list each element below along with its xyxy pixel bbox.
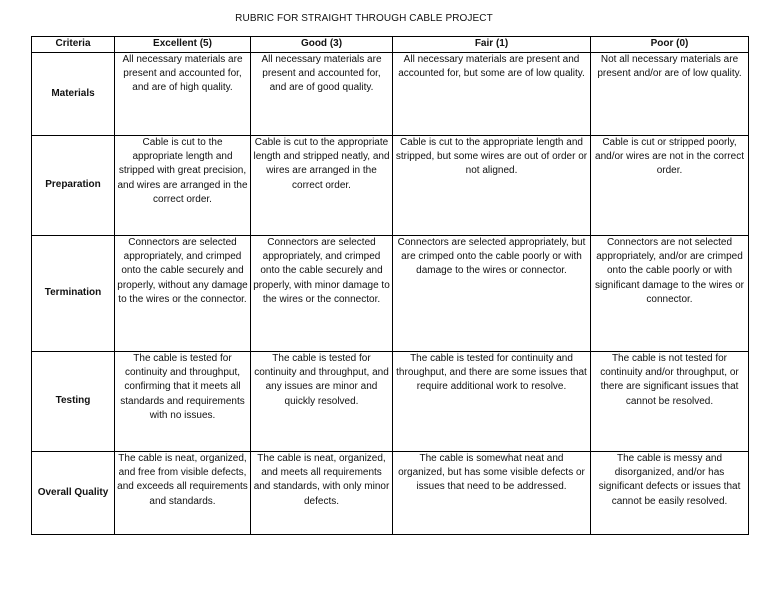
cell-excellent: Connectors are selected appropriately, and crimped onto the cable securely and properly, without any damage to the wires or the connector.	[115, 236, 251, 352]
cell-poor: Connectors are not selected appropriately, and/or are crimped onto the cable poorly or with significant damage to the wires or connector.	[591, 236, 749, 352]
header-good: Good (3)	[251, 37, 393, 53]
cell-poor: Not all necessary materials are present and/or are of low quality.	[591, 53, 749, 136]
document-title: RUBRIC FOR STRAIGHT THROUGH CABLE PROJECT	[235, 13, 493, 24]
table-row-materials	[32, 53, 749, 136]
cell-excellent: The cable is tested for continuity and throughput, confirming that it meets all standards and requirements with no issues.	[115, 352, 251, 452]
criterion-label: Testing	[32, 352, 115, 452]
header-fair: Fair (1)	[393, 37, 591, 53]
cell-excellent: Cable is cut to the appropriate length and stripped with great precision, and wires are arranged in the correct order.	[115, 136, 251, 236]
header-criteria: Criteria	[32, 37, 115, 53]
criterion-label: Materials	[32, 53, 115, 136]
cell-excellent: All necessary materials are present and accounted for, and are of high quality.	[115, 53, 251, 136]
table-row-testing	[32, 352, 749, 452]
cell-excellent: The cable is neat, organized, and free from visible defects, and exceeds all requirements and standards.	[115, 452, 251, 535]
table-row-preparation	[32, 136, 749, 236]
criterion-label: Termination	[32, 236, 115, 352]
table-row-overall-quality	[32, 452, 749, 535]
header-excellent: Excellent (5)	[115, 37, 251, 53]
cell-poor: The cable is messy and disorganized, and/or has significant defects or issues that cannot be easily resolved.	[591, 452, 749, 535]
cell-poor: The cable is not tested for continuity and/or throughput, or there are significant issues that cannot be resolved.	[591, 352, 749, 452]
cell-good: The cable is tested for continuity and throughput, and any issues are minor and quickly resolved.	[251, 352, 393, 452]
criterion-label: Overall Quality	[32, 452, 115, 535]
cell-fair: The cable is somewhat neat and organized, but has some visible defects or issues that need to be addressed.	[393, 452, 591, 535]
header-row	[32, 37, 749, 53]
cell-good: Cable is cut to the appropriate length and stripped neatly, and wires are arranged in the correct order.	[251, 136, 393, 236]
cell-good: All necessary materials are present and accounted for, and are of good quality.	[251, 53, 393, 136]
rubric-table	[31, 36, 749, 535]
criterion-label: Preparation	[32, 136, 115, 236]
cell-good: The cable is neat, organized, and meets all requirements and standards, with only minor defects.	[251, 452, 393, 535]
cell-fair: All necessary materials are present and accounted for, but some are of low quality.	[393, 53, 591, 136]
header-poor: Poor (0)	[591, 37, 749, 53]
cell-fair: Cable is cut to the appropriate length and stripped, but some wires are out of order or not aligned.	[393, 136, 591, 236]
table-row-termination	[32, 236, 749, 352]
cell-poor: Cable is cut or stripped poorly, and/or wires are not in the correct order.	[591, 136, 749, 236]
cell-fair: Connectors are selected appropriately, but are crimped onto the cable poorly or with damage to the wires or connector.	[393, 236, 591, 352]
cell-fair: The cable is tested for continuity and throughput, and there are some issues that require additional work to resolve.	[393, 352, 591, 452]
cell-good: Connectors are selected appropriately, and crimped onto the cable securely and properly, with minor damage to the wires or the connector.	[251, 236, 393, 352]
